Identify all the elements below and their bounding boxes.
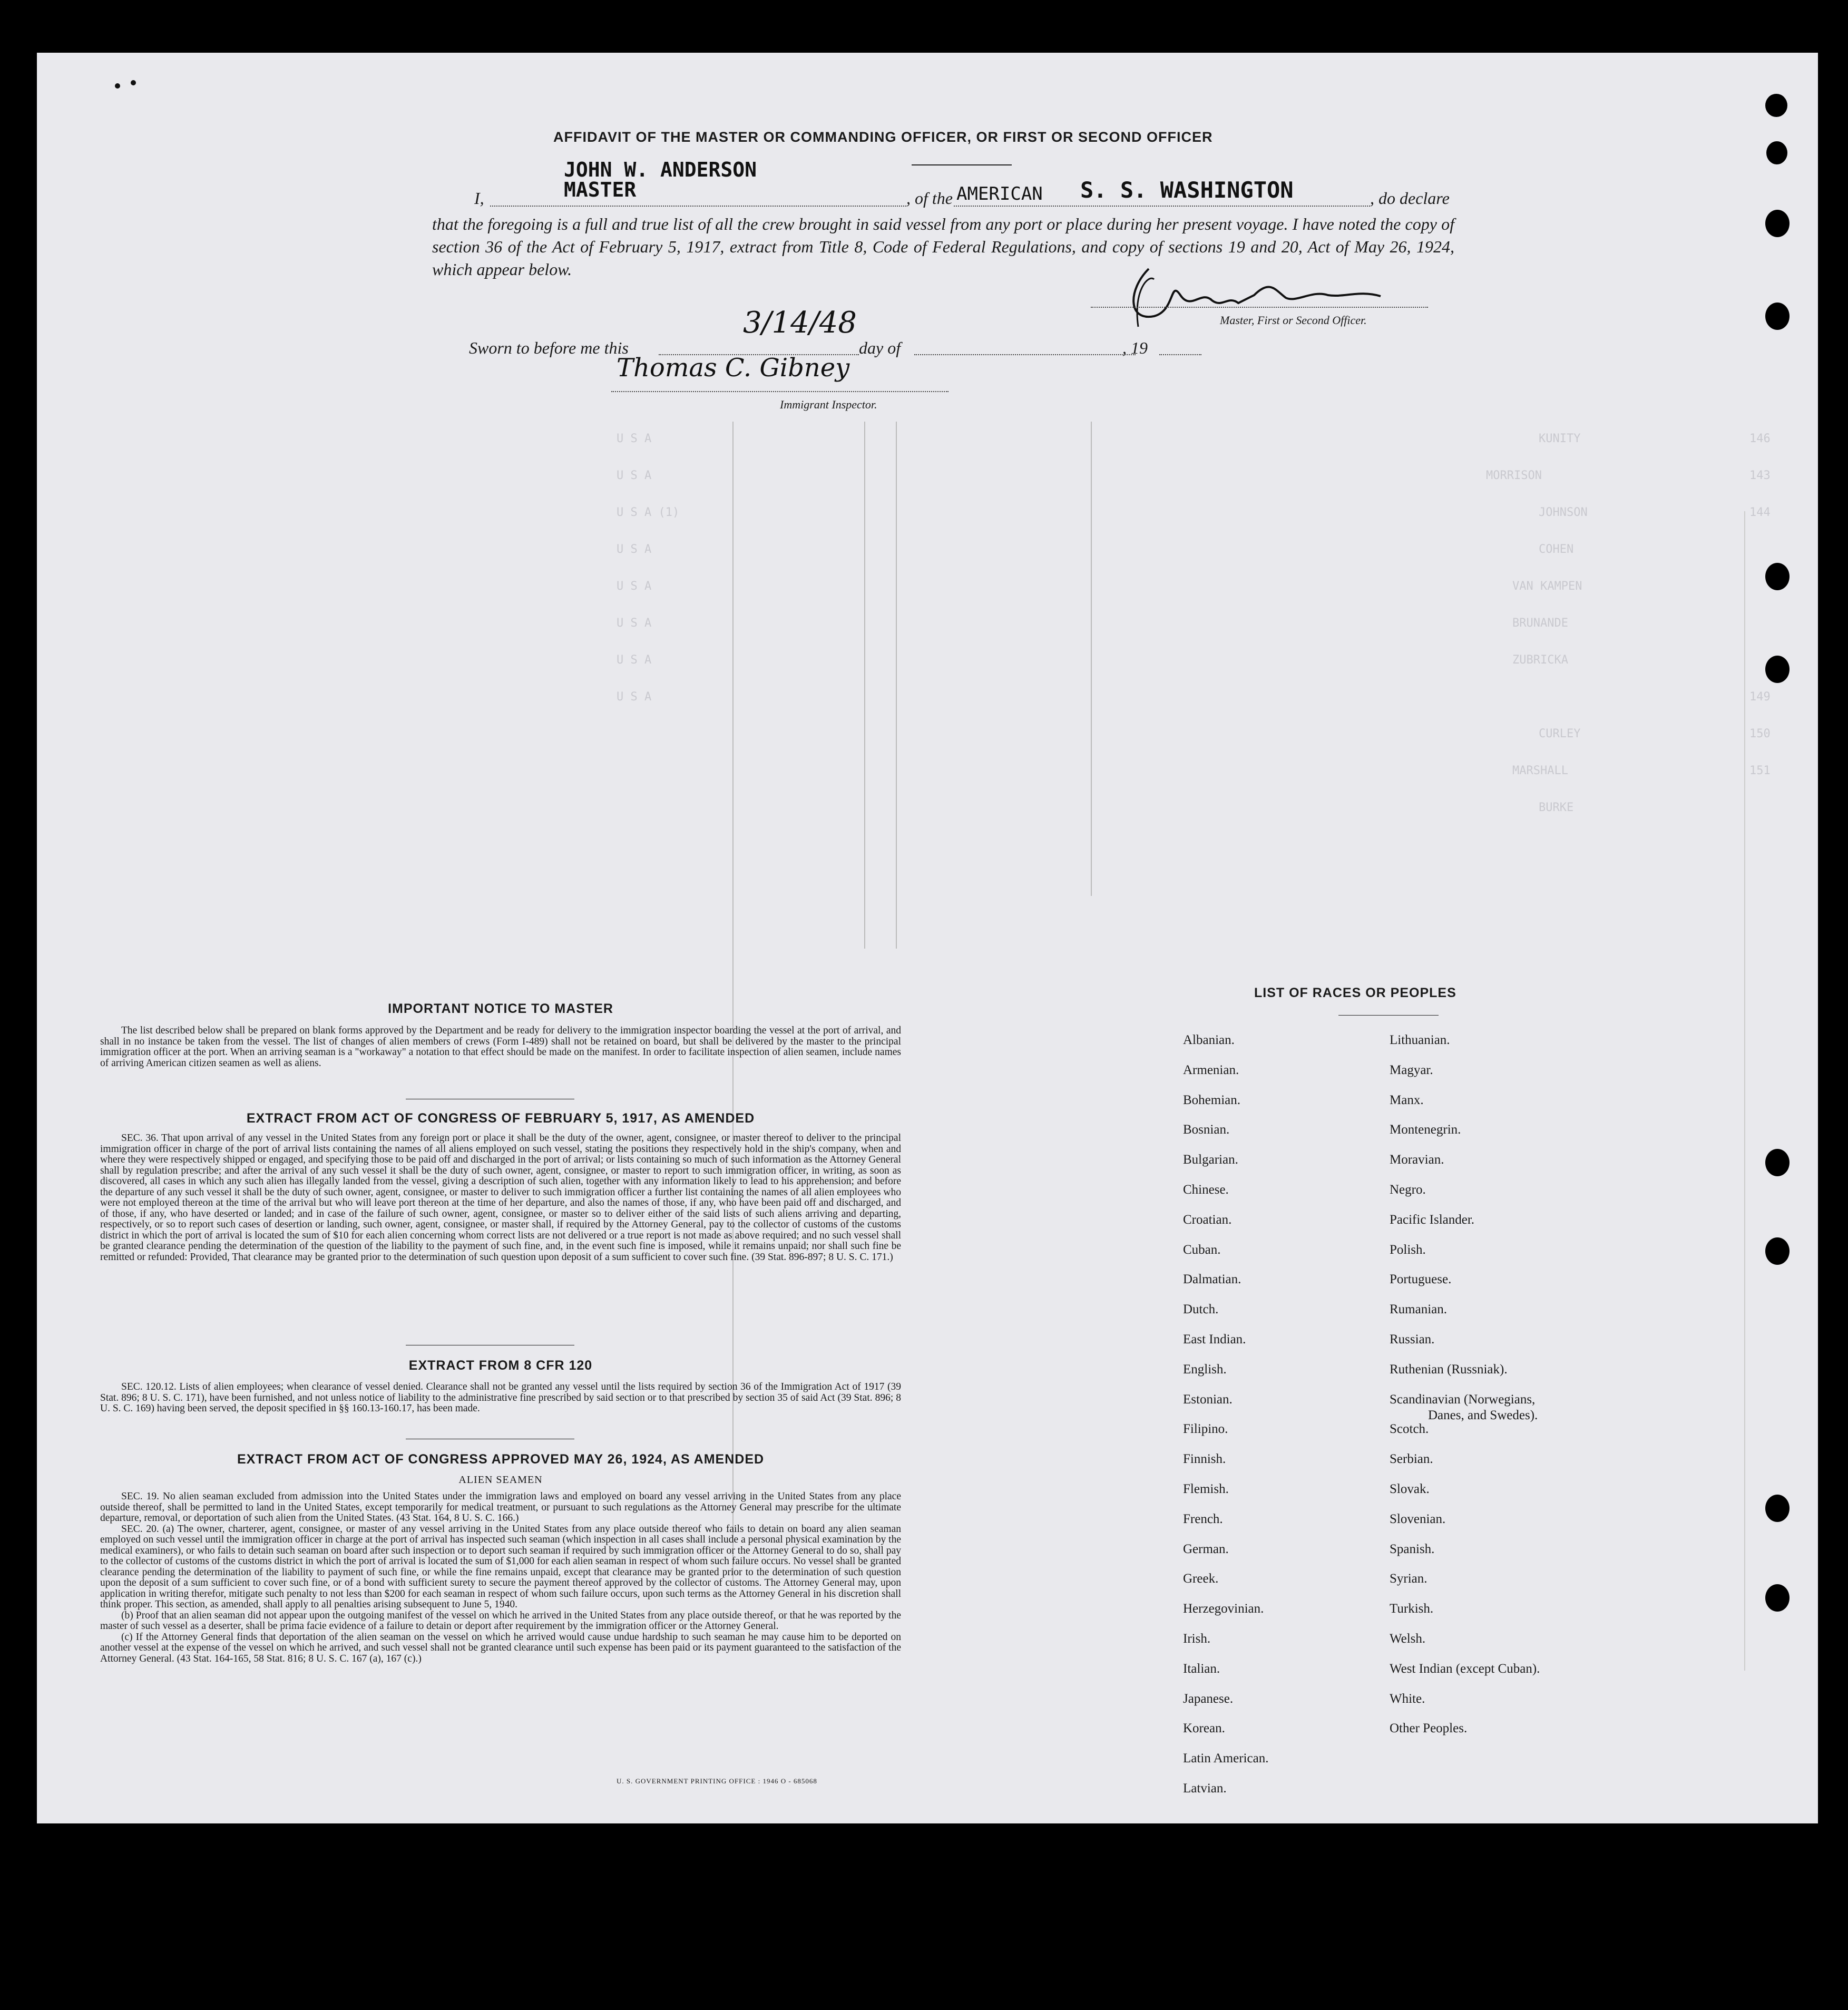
race-item: Rumanian. — [1390, 1302, 1448, 1317]
race-item: East Indian. — [1183, 1332, 1246, 1346]
race-item: Danes, and Swedes). — [1428, 1408, 1538, 1422]
race-item: Latin American. — [1183, 1751, 1269, 1766]
binder-hole — [1766, 141, 1787, 164]
race-item: Dalmatian. — [1183, 1272, 1241, 1287]
race-item: Flemish. — [1183, 1482, 1229, 1496]
speck — [131, 80, 136, 85]
races-title: LIST OF RACES OR PEOPLES — [1254, 986, 1456, 1000]
i-label: I, — [474, 189, 484, 208]
race-item: Korean. — [1183, 1721, 1225, 1736]
printer-imprint: U. S. GOVERNMENT PRINTING OFFICE : 1946 O - 685068 — [617, 1777, 817, 1785]
race-item: White. — [1390, 1691, 1425, 1706]
race-item: Serbian. — [1390, 1452, 1433, 1467]
race-item: Lithuanian. — [1390, 1033, 1450, 1047]
nationality-typed: AMERICAN — [956, 183, 1043, 204]
master-rank-typed: MASTER — [564, 178, 637, 201]
race-item: Spanish. — [1390, 1541, 1435, 1556]
extract-1917-text: SEC. 36. That upon arrival of any vessel in the United States from any foreign port or place it shall be the duty of the owner, agent, consignee, or master thereof to deliver to the principal immigration officer in charge of the port of arrival lists containing the names of all aliens employed on such vessel, stating the positions they respectively hold in the ship's company, when and where they were respectively shipped or engaged, and specifying those to be paid off and discharged in the port of arrival; or lists containing so much of such information as the Attorney General shall by regulation prescribe; and after the arrival of any such vessel it shall be the duty of such owner, agent, consignee, or master to report to such immigration officer, in writing, as soon as discovered, all cases in which any such alien has illegally landed from the vessel, giving a description of such alien, together with any information likely to lead to his apprehension; and before the departure of any such vessel it shall be the duty of such owner, agent, consignee, or master to deliver to such immigration officer a further list containing the names of all alien employees who were not employed thereon at the time of the arrival but who will leave port thereon at the time of her departure, and also the names of those, if any, who have been paid off and discharged, and of those, if any, who have deserted or landed; and in case of the failure of such owner, agent, consignee, or master so to deliver either of the said lists of such aliens arriving and departing, respectively, or so to report such cases of desertion or landing, such owner, agent, consignee, or master shall, if required by the Attorney General, pay to the collector of customs of the customs district in which the port of arrival is located the sum of $10 for each alien concerning whom correct lists are not delivered or a true report is not made as above required; and no such vessel shall be granted clearance pending the determination of the question of the liability to the payment of such fine, and, in the event such fine is imposed, while it remains unpaid; nor shall such fine be remitted or refunded: Provided, That clearance may be granted prior to the determination of such question upon deposit of a sum sufficient to cover such fine. (39 Stat. 896-897; 8 U. S. C. 171.) — [100, 1133, 901, 1263]
sworn-date-handwritten: 3/14/48 — [743, 306, 857, 340]
race-item: Herzegovinian. — [1183, 1602, 1264, 1616]
vessel-name-typed: S. S. WASHINGTON — [1080, 177, 1294, 203]
inspector-signature: Thomas C. Gibney — [617, 353, 850, 383]
notice-text: The list described below shall be prepared on blank forms approved by the Department and be ready for delivery to the immigration inspector boarding the vessel at the port of arrival, and shall in no instance be taken from the vessel. The list of changes of alien members of crews (Form I-489) shall not be retained on board, but shall be delivered by the master to the principal immigration officer at the port. When an arriving seaman is a "workaway" a notation to that effect should be made on the manifest. In order to facilitate inspection of alien seamen, include names of arriving American citizen seamen as well as aliens. — [100, 1025, 901, 1069]
binder-hole — [1765, 210, 1790, 237]
binder-hole — [1765, 1495, 1790, 1522]
race-item: Chinese. — [1183, 1183, 1229, 1197]
extract-1924-title: EXTRACT FROM ACT OF CONGRESS APPROVED MAY 26, 1924, AS AMENDED — [237, 1452, 765, 1467]
race-item: Irish. — [1183, 1632, 1211, 1646]
binder-hole — [1765, 303, 1790, 330]
race-item: Croatian. — [1183, 1212, 1232, 1227]
binder-hole — [1765, 94, 1787, 117]
race-item: Scandinavian (Norwegians, — [1390, 1392, 1536, 1407]
race-item: Cuban. — [1183, 1242, 1221, 1257]
year-label: , 19 — [1122, 338, 1148, 357]
race-item: Slovenian. — [1390, 1511, 1446, 1526]
race-item: Finnish. — [1183, 1452, 1226, 1467]
race-item: Bohemian. — [1183, 1092, 1241, 1107]
race-item: Pacific Islander. — [1390, 1212, 1475, 1227]
sworn-label: Sworn to before me this — [469, 338, 629, 357]
extract-cfr-title: EXTRACT FROM 8 CFR 120 — [408, 1358, 593, 1373]
race-item: Japanese. — [1183, 1691, 1234, 1706]
binder-hole — [1765, 1149, 1790, 1176]
day-of-label: day of — [859, 338, 901, 357]
race-item: Manx. — [1390, 1092, 1424, 1107]
race-item: West Indian (except Cuban). — [1390, 1661, 1540, 1676]
race-item: Italian. — [1183, 1661, 1220, 1676]
race-item: English. — [1183, 1362, 1227, 1377]
document-page: U S A U S A U S A (1) U S A U S A U S A U S A U S A KUNITY MORRISON JOHNSON COHEN VAN KAMPEN BRUNANDE ZUBRICKA CURLEY MARSHALL BURKE 146 143 144 149 150 151 AFFIDAVIT OF THE MASTER OR COMMANDING OFFICER, OR FIRST OR SECOND OFFICER I, JOHN W. ANDERSON MASTER , of the AMERICAN S. S. WASHINGTON , do declare that the foregoing is a full and true list of all the crew brought in said vessel from any port or place during her present voyage. I have noted the copy of section 36 of the Act of February 5, 1917, extract from Title 8, Code of Federal Regulations, and copy of sections 19 and 20, Act of May 26, 1924, which appear below. Master, First or Second Officer. Sworn to before me this 3/14/48 day of , 19 Thomas C. Gibney Immigrant Inspector. IMPORTANT NOTICE TO MASTER The list described below shall be prepared on blank forms approved by the Department and be ready for delivery to the immigration inspector boarding the vessel at the port of arrival, and shall in no instance be taken from the vessel. The list of changes of alien members of crews (Form I-489) shall not be retained on board, but shall be delivered by the master to the principal immigration officer at the port. When an arriving seaman is a "workaway" a notation to that effect should be made on the manifest. In order to facilitate inspection of alien seamen, include names of arriving American citizen seamen as well as aliens. EXTRACT FROM ACT OF CONGRESS OF FEBRUARY 5, 1917, AS AMENDED SEC. 36. That upon arrival of any vessel in the United States from any foreign port or place it shall be the duty of the owner, agent, consignee, or master thereof to deliver to the principal immigration officer in charge of the port of arrival lists containing the names of all aliens employed on such vessel, stating the positions they respectively hold in the ship's company, when and where they were respectively shipped or engaged, and specifying those to be paid off and discharged in the port of arrival; or lists containing so much of such information as the Attorney General shall by regulation prescribe; and after the arrival of any such vessel it shall be the duty of such owner, agent, consignee, or master to report to such immigration officer, in writing, as soon as discovered, all cases in which any such alien has illegally landed from the vessel, giving a description of such alien, together with any information likely to lead to his apprehension; and before the departure of any such vessel it shall be the duty of such owner, agent, consignee, or master to deliver to such immigration officer a further list containing the names of all alien employees who were not employed thereon at the time of the arrival but who will leave port thereon at the time of her departure, and also the names of those, if any, who have been paid off and discharged, and of those, if any, who have deserted or landed; and in case of the failure of such owner, agent, consignee, or master so to deliver either of the said lists of such aliens arriving and departing, respectively, or so to report such cases of desertion or landing, such owner, agent, consignee, or master shall, if required by the Attorney General, pay to the collector of customs of the customs district in which the port of arrival is located the sum of $10 for each alien concerning whom correct lists are not delivered or a true report is not made as above required; and no such vessel shall be granted clearance pending the determination of the question of the liability to the payment of such fine, and, in the event such fine is imposed, while it remains unpaid; nor shall such fine be remitted or refunded: Provided, That clearance may be granted prior to the determination of such question upon deposit of a sum sufficient to cover such fine. (39 Stat. 896-897; 8 U. S. C. 171.) EXTRACT FROM 8 CFR 120 SEC. 120.12. Lists of alien employees; when clearance of vessel denied. Clearance shall not be granted any vessel until the lists required by section 36 of the Immigration Act of 1917 (39 Stat. 896; 8 U. S. C. 171), have been furnished, and not unless notice of liability to the administrative fine prescribed by said section or to that prescribed by section 35 of said Act (39 Stat. 896; 8 U. S. C. 169) having been served, the deposit specified in §§ 160.13-160.17, has been made. EXTRACT FROM ACT OF CONGRESS APPROVED MAY 26, 1924, AS AMENDED ALIEN SEAMEN SEC. 19. No alien seaman excluded from admission into the United States under the immigration laws and employed on board any vessel arriving in the United States from any place outside thereof, shall be permitted to land in the United States, except temporarily for medical treatment, or pursuant to such regulations as the Attorney General may prescribe for the ultimate departure, removal, or deportation of such alien from the United States. (43 Stat. 164, 8 U. S. C. 166.) SEC. 20. (a) The owner, charterer, agent, consignee, or master of any vessel arriving in the United States from any place outside thereof who fails to detain on board any alien seaman employed on such vessel until the immigration officer in charge at the port of arrival has inspected such seaman (which inspection in all cases shall include a personal physical examination by the medical examiners), or who fails to detain such seaman on board after such inspection or to deport such seaman if required by such immigration officer or the Attorney General to do so, shall pay to the collector of customs of the customs district in which the port of arrival is located the sum of $1,000 for each alien seaman in respect of whom such failure occurs. No vessel shall be granted clearance pending the determination of the liability to payment of such fine, or while the fine remains unpaid, except that clearance may be granted prior to the determination of such question upon the deposit of a sum sufficient to cover such fine, or of a bond with sufficient surety to secure the payment thereof approved by the collector of customs. The Attorney General may, upon application in writing therefor, mitigate such penalty to not less than $200 for each seaman in respect of whom such failure occurs, upon such terms as the Attorney General in his discretion shall think proper. This section, as amended, shall apply to all penalties arising subsequent to June 5, 1940. (b) Proof that an alien seaman did not appear upon the outgoing manifest of the vessel on which he arrived in the United States from any place outside thereof, or that he was reported by the master of such vessel as a deserter, shall be prima facie evidence of a failure to detain or deport after requirement by the immigration officer or the Attorney General. (c) If the Attorney General finds that deportation of the alien seaman on the vessel on which he arrived would cause undue hardship to such seaman he may cause him to be deported on another vessel at the expense of the vessel on which he arrived, and such vessel shall not be granted clearance until such expense has been paid or its payment guaranteed to the satisfaction of the Attorney General. (43 Stat. 164-165, 58 Stat. 816; 8 U. S. C. 167 (a), 167 (c).) U. S. GOVERNMENT PRINTING OFFICE : 1946 O - 685068 LIST OF RACES OR PEOPLES Albanian. Armenian. Bohemian. Bosnian. Bulgarian. Chinese. Croatian. Cuban. Dalmatian. Dutch. East Indian. English. Estonian. Filipino. Finnish. Flemish. French. German. Greek. Herzegovinian. Irish. Italian. Japanese. Korean. Latin American. Latvian. Lithuanian. Magyar. Manx. Montenegrin. Moravian. Negro. Pacific Islander. Polish. Portuguese. Rumanian. Russian. Ruthenian (Russniak). Scandinavian (Norwegians, Danes, and Swedes). Scotch. Serbian. Slovak. Slovenian. Spanish. Syrian. Turkish. Welsh. West Indian (except Cuban). White. Other Peoples. — [37, 53, 1818, 1823]
race-item: Scotch. — [1390, 1422, 1429, 1437]
declaration-text: that the foregoing is a full and true list of all the crew brought in said vessel from any port or place during her present voyage. I have noted the copy of section 36 of the Act of February 5, 1917, extract from Title 8, Code of Federal Regulations, and copy of sections 19 and 20, Act of May 26, 1924, which appear below. — [432, 214, 1454, 279]
binder-hole — [1765, 656, 1790, 683]
race-item: Greek. — [1183, 1572, 1219, 1586]
race-item: Moravian. — [1390, 1153, 1444, 1167]
race-item: German. — [1183, 1541, 1229, 1556]
speck — [115, 83, 120, 89]
race-item: Other Peoples. — [1390, 1721, 1468, 1736]
race-item: Dutch. — [1183, 1302, 1219, 1317]
race-item: Negro. — [1390, 1183, 1426, 1197]
race-item: Portuguese. — [1390, 1272, 1452, 1287]
alien-seamen-subtitle: ALIEN SEAMEN — [458, 1474, 543, 1486]
race-item: Syrian. — [1390, 1572, 1427, 1586]
race-item: Turkish. — [1390, 1602, 1434, 1616]
race-item: Latvian. — [1183, 1781, 1227, 1796]
binder-hole — [1765, 1237, 1790, 1265]
race-item: Magyar. — [1390, 1062, 1433, 1077]
race-item: Montenegrin. — [1390, 1123, 1461, 1137]
extract-1924-text: SEC. 19. No alien seaman excluded from admission into the United States under the immigration laws and employed on board any vessel arriving in the United States from any place outside thereof, shall be permitted to land in the United States, except temporarily for medical treatment, or pursuant to such regulations as the Attorney General may prescribe for the ultimate departure, removal, or deportation of such alien from the United States. (43 Stat. 164, 8 U. S. C. 166.) SEC. 20. (a) The owner, charterer, agent, consignee, or master of any vessel arriving in the United States from any place outside thereof who fails to detain on board any alien seaman employed on such vessel until the immigration officer in charge at the port of arrival has inspected such seaman (which inspection in all cases shall include a personal physical examination by the medical examiners), or who fails to detain such seaman on board after such inspection or to deport such seaman if required by such immigration officer or the Attorney General to do so, shall pay to the collector of customs of the customs district in which the port of arrival is located the sum of $1,000 for each alien seaman in respect of whom such failure occurs. No vessel shall be granted clearance pending the determination of the liability to payment of such fine, or while the fine remains unpaid, except that clearance may be granted prior to the determination of such question upon the deposit of a sum sufficient to cover such fine, or of a bond with sufficient surety to secure the payment thereof approved by the collector of customs. The Attorney General may, upon application in writing therefor, mitigate such penalty to not less than $200 for each seaman in respect of whom such failure occurs, upon such terms as the Attorney General in his discretion shall think proper. This section, as amended, shall apply to all penalties arising subsequent to June 5, 1940. (b) Proof that an alien seaman did not appear upon the outgoing manifest of the vessel on which he arrived in the United States from any place outside thereof, or that he was reported by the master of such vessel as a deserter, shall be prima facie evidence of a failure to detain or deport after requirement by the immigration officer or the Attorney General. (c) If the Attorney General finds that deportation of the alien seaman on the vessel on which he arrived would cause undue hardship to such seaman he may cause him to be deported on another vessel at the expense of the vessel on which he arrived, and such vessel shall not be granted clearance until such expense has been paid or its payment guaranteed to the satisfaction of the Attorney General. (43 Stat. 164-165, 58 Stat. 816; 8 U. S. C. 167 (a), 167 (c).) — [100, 1491, 901, 1664]
race-item: Albanian. — [1183, 1033, 1235, 1047]
race-item: Bosnian. — [1183, 1123, 1230, 1137]
race-item: Estonian. — [1183, 1392, 1233, 1407]
race-item: Armenian. — [1183, 1062, 1239, 1077]
binder-hole — [1765, 1584, 1790, 1612]
race-item: Filipino. — [1183, 1422, 1228, 1437]
race-item: Ruthenian (Russniak). — [1390, 1362, 1508, 1377]
notice-title: IMPORTANT NOTICE TO MASTER — [388, 1001, 613, 1016]
inspector-caption: Immigrant Inspector. — [780, 398, 877, 411]
affidavit-title: AFFIDAVIT OF THE MASTER OR COMMANDING OFFICER, OR FIRST OR SECOND OFFICER — [553, 129, 1213, 145]
race-item: Slovak. — [1390, 1482, 1430, 1496]
extract-cfr-text: SEC. 120.12. Lists of alien employees; when clearance of vessel denied. Clearance shall not be granted any vessel until the lists required by section 36 of the Immigration Act of 1917 (39 Stat. 896; 8 U. S. C. 171), have been furnished, and not unless notice of liability to the administrative fine prescribed by said section or to that prescribed by section 35 of said Act (39 Stat. 896; 8 U. S. C. 169) having been served, the deposit specified in §§ 160.13-160.17, has been made. — [100, 1381, 901, 1414]
extract-1917-title: EXTRACT FROM ACT OF CONGRESS OF FEBRUARY 5, 1917, AS AMENDED — [246, 1111, 755, 1126]
race-item: Polish. — [1390, 1242, 1426, 1257]
do-declare-label: , do declare — [1370, 189, 1450, 208]
binder-hole — [1765, 563, 1790, 590]
race-item: French. — [1183, 1511, 1223, 1526]
officer-caption: Master, First or Second Officer. — [1220, 314, 1367, 327]
of-the-label: , of the — [906, 189, 953, 208]
master-name-typed: JOHN W. ANDERSON — [564, 158, 757, 181]
race-item: Russian. — [1390, 1332, 1435, 1346]
race-item: Bulgarian. — [1183, 1153, 1238, 1167]
race-item: Welsh. — [1390, 1632, 1426, 1646]
